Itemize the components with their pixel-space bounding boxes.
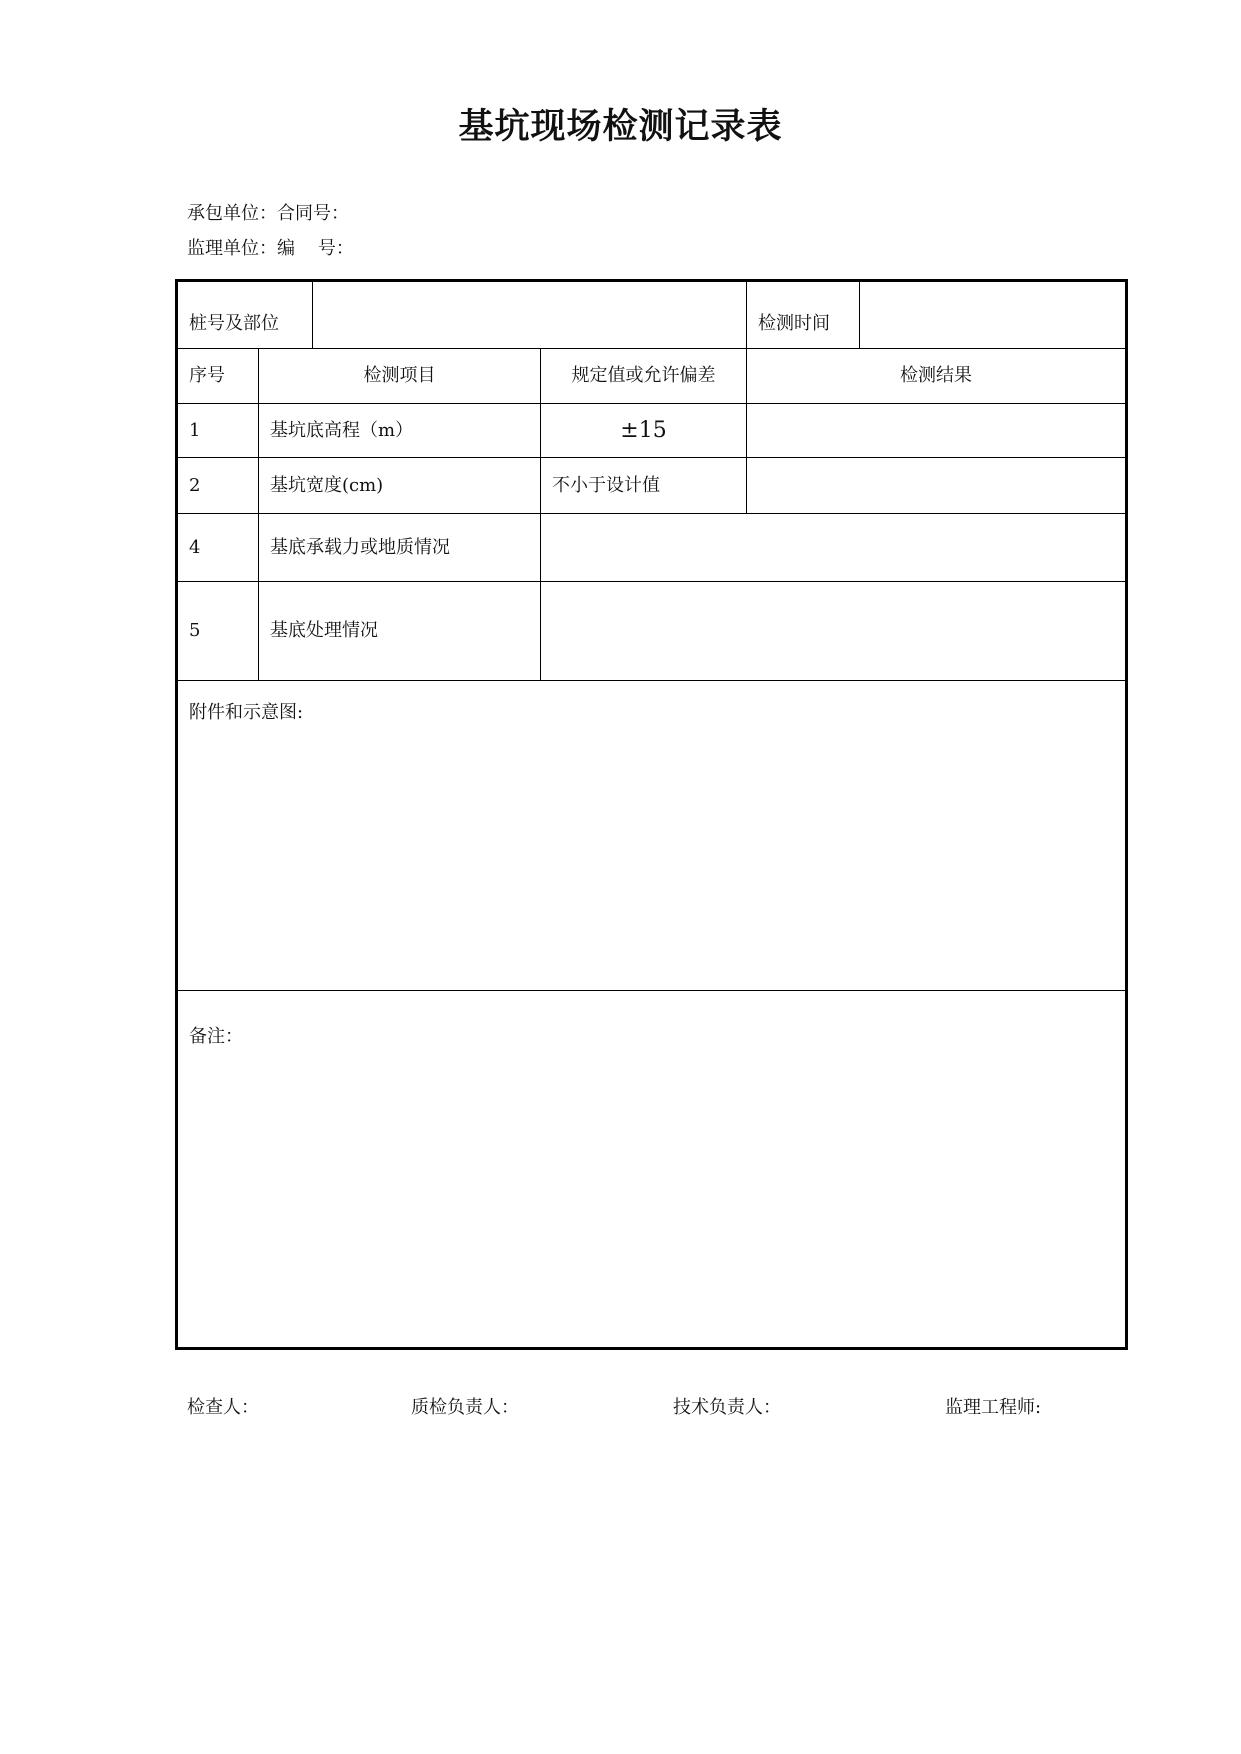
- result-field[interactable]: [747, 458, 1127, 514]
- inspector-signature-label: 检查人：: [187, 1397, 259, 1418]
- attachments-row: [177, 681, 1127, 991]
- seq-cell: 2: [177, 458, 259, 514]
- item-cell: 基底承载力或地质情况: [259, 514, 541, 582]
- result-header: 检测结果: [747, 349, 1127, 404]
- item-header: 检测项目: [259, 349, 541, 404]
- tech-lead-signature-label: 技术负责人：: [673, 1397, 781, 1418]
- remarks-area[interactable]: [177, 991, 1127, 1349]
- item-cell: 基坑底高程（m）: [259, 404, 541, 458]
- inspection-table: [175, 279, 1128, 1350]
- table-row: [177, 404, 1127, 458]
- page-title: 基坑现场检测记录表: [458, 106, 783, 147]
- contractor-contract-line: 承包单位：合同号：: [187, 203, 349, 224]
- seq-cell: 1: [177, 404, 259, 458]
- spec-cell: ±15: [541, 404, 747, 458]
- attachments-label: 附件和示意图:: [189, 702, 304, 723]
- location-row: [177, 281, 1127, 349]
- table-row: [177, 514, 1127, 582]
- spec-header: 规定值或允许偏差: [541, 349, 747, 404]
- attachments-area[interactable]: [177, 681, 1127, 991]
- item-cell: 基底处理情况: [259, 582, 541, 681]
- inspection-time-field[interactable]: [860, 281, 1127, 349]
- seq-cell: 5: [177, 582, 259, 681]
- location-value-field[interactable]: [313, 281, 747, 349]
- item-cell: 基坑宽度(cm): [259, 458, 541, 514]
- location-label: 桩号及部位: [177, 281, 313, 349]
- table-row: [177, 582, 1127, 681]
- qc-lead-signature-label: 质检负责人：: [411, 1397, 519, 1418]
- supervising-engineer-signature-label: 监理工程师:: [945, 1397, 1042, 1418]
- seq-header: 序号: [177, 349, 259, 404]
- header-row: [177, 349, 1127, 404]
- result-field[interactable]: [541, 582, 1127, 681]
- result-field[interactable]: [541, 514, 1127, 582]
- supervisor-number-line: 监理单位：编 号：: [187, 238, 354, 259]
- seq-cell: 4: [177, 514, 259, 582]
- inspection-time-label: 检测时间: [747, 281, 860, 349]
- result-field[interactable]: [747, 404, 1127, 458]
- spec-cell: 不小于设计值: [541, 458, 747, 514]
- remarks-label: 备注：: [189, 1026, 243, 1047]
- remarks-row: [177, 991, 1127, 1349]
- table-row: [177, 458, 1127, 514]
